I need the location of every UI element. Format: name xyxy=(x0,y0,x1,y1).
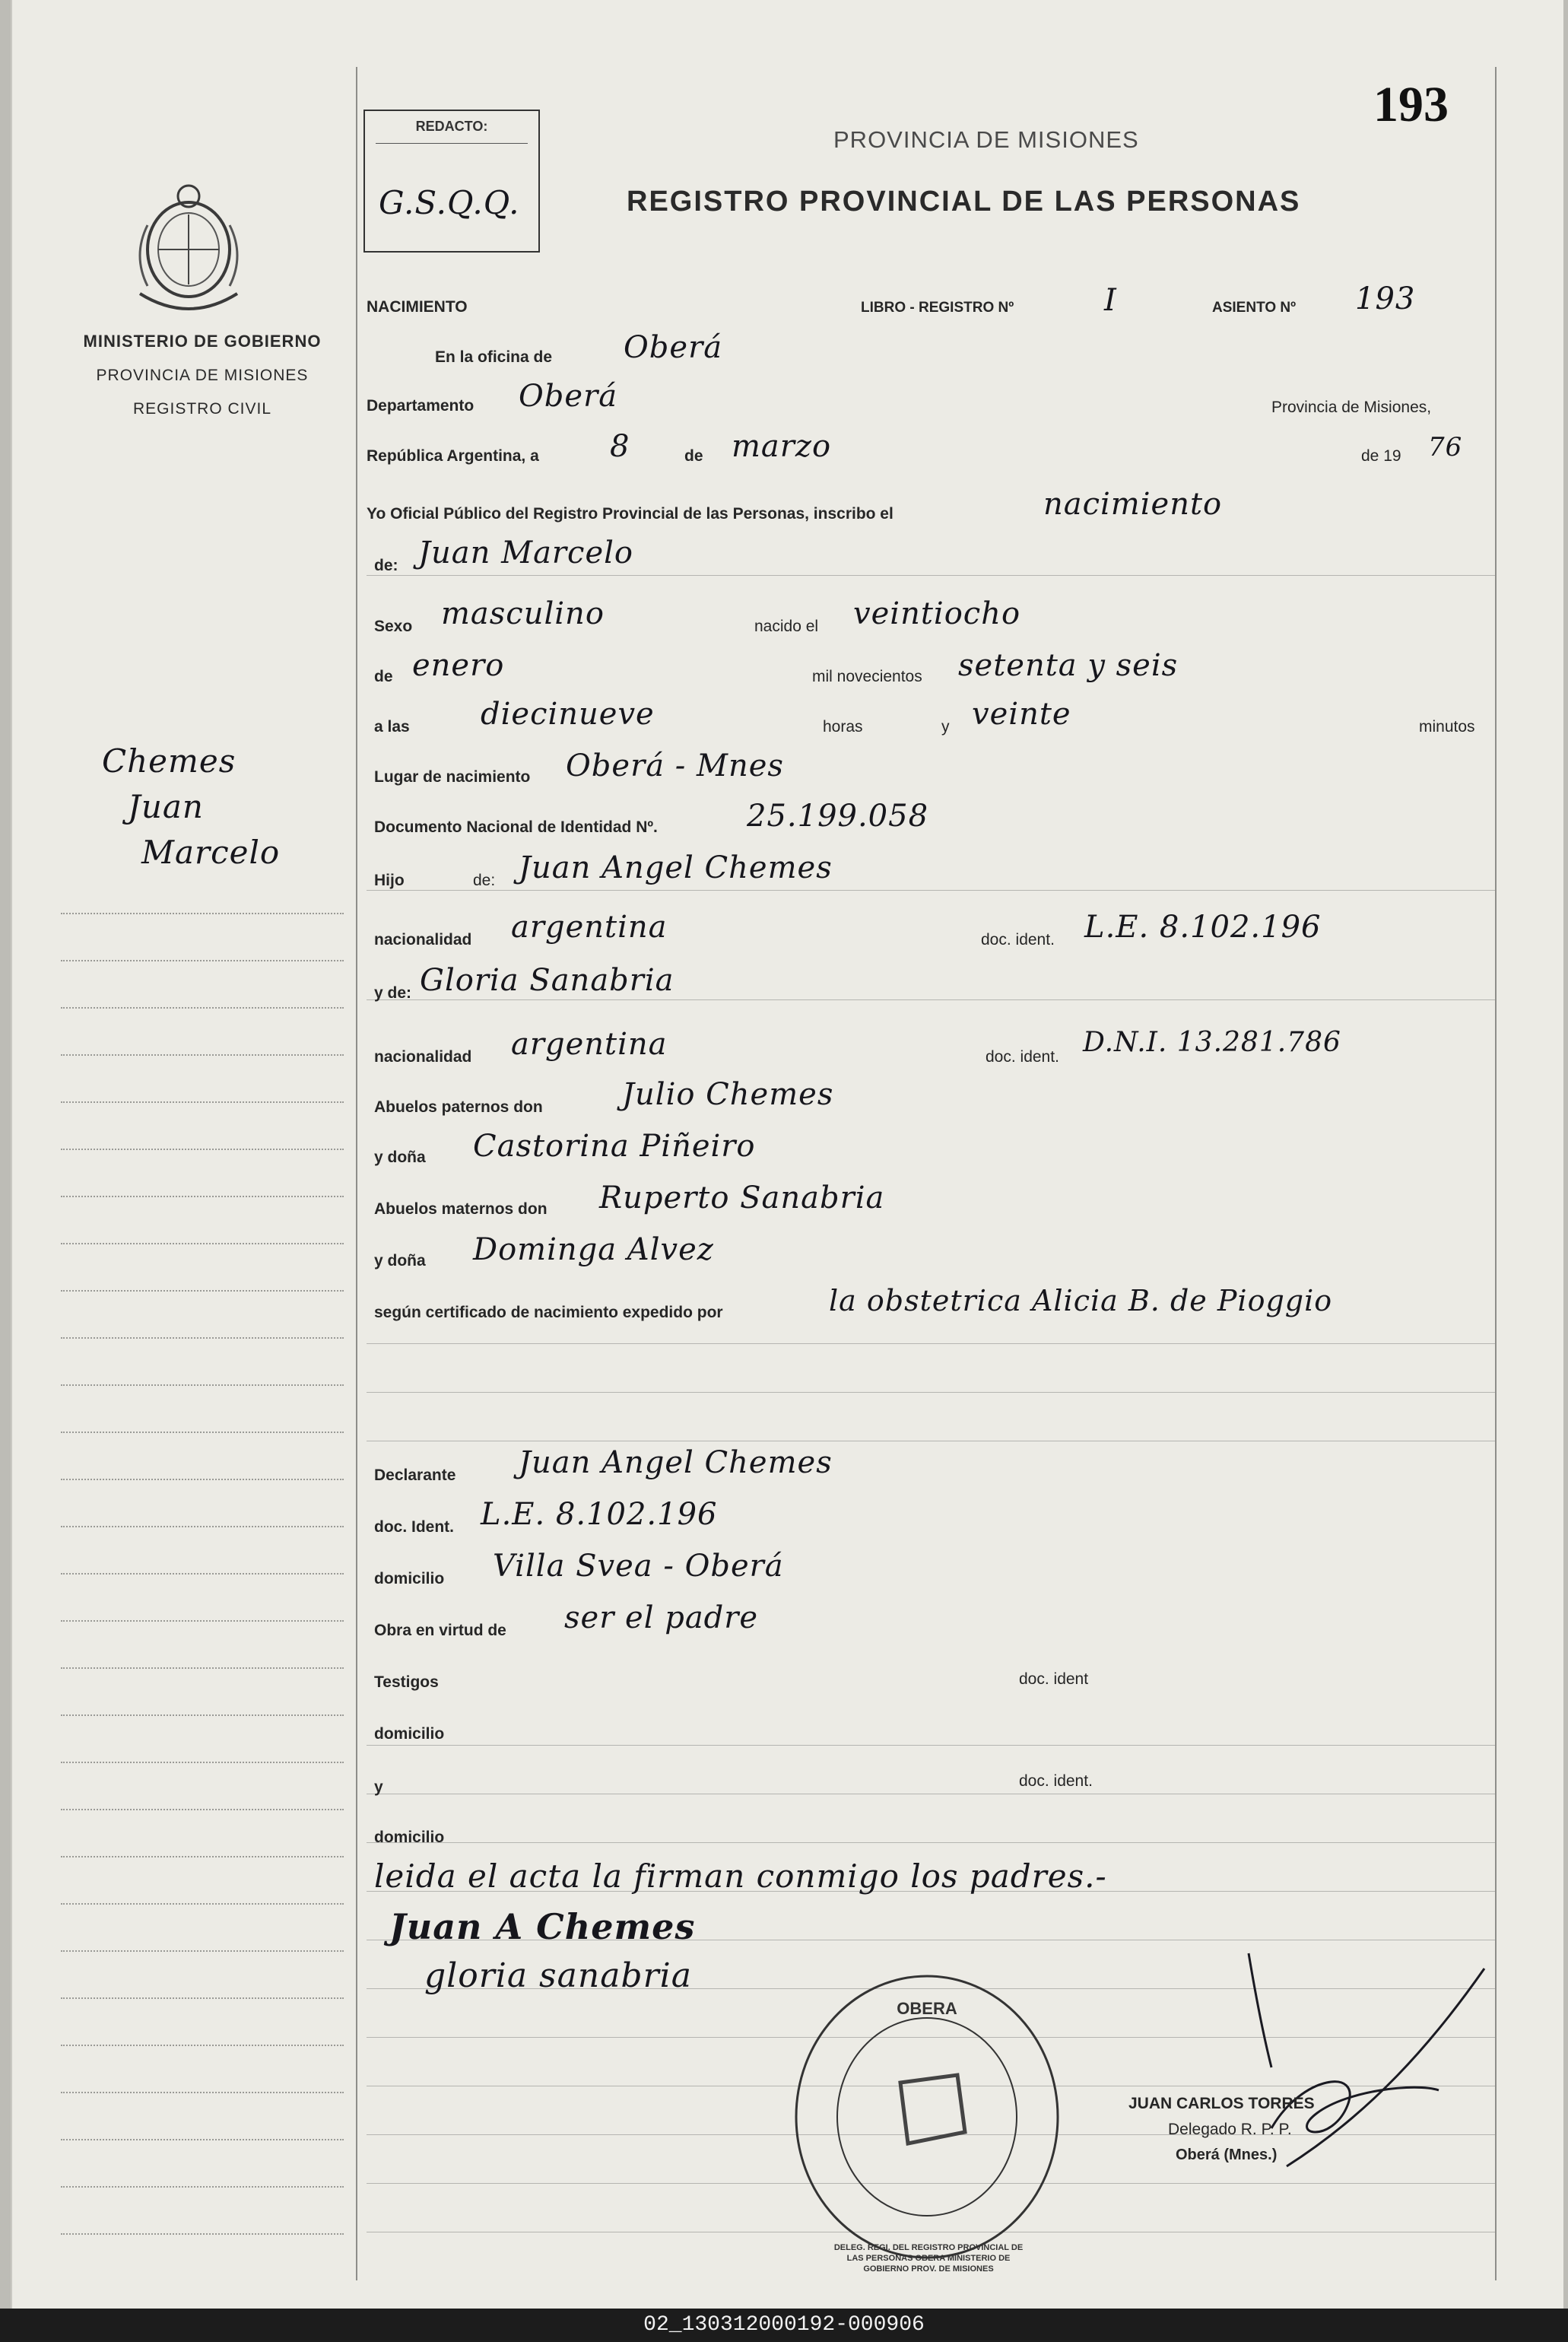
official-name: JUAN CARLOS TORRES xyxy=(1128,2095,1315,2112)
coat-of-arms-icon xyxy=(125,180,252,316)
value-oficina: Oberá xyxy=(624,330,723,365)
margin-note-first: Juan xyxy=(128,788,204,825)
label-domicilio-testigo2: domicilio xyxy=(374,1829,445,1846)
svg-text:OBERA: OBERA xyxy=(897,1999,957,2018)
label-republica: República Argentina, a xyxy=(367,447,539,465)
label-abuelos-maternos: Abuelos maternos don xyxy=(374,1200,548,1218)
label-dni: Documento Nacional de Identidad Nº. xyxy=(374,818,658,836)
label-sexo: Sexo xyxy=(374,618,413,635)
province-title: PROVINCIA DE MISIONES xyxy=(833,126,1139,153)
label-mil: mil novecientos xyxy=(812,668,922,685)
label-domicilio-declarante: domicilio xyxy=(374,1570,445,1587)
value-asiento: 193 xyxy=(1355,281,1416,316)
label-docident-testigo2: doc. ident. xyxy=(1019,1772,1093,1790)
closing-statement: leida el acta la firman conmigo los padres.- xyxy=(374,1857,1107,1895)
label-de-nombre: de: xyxy=(374,557,398,574)
label-provincia: Provincia de Misiones, xyxy=(1271,399,1432,416)
label-ydona-p: y doña xyxy=(374,1149,426,1166)
value-nac-madre: argentina xyxy=(511,1027,668,1062)
official-place: Oberá (Mnes.) xyxy=(1176,2147,1278,2163)
value-departamento: Oberá xyxy=(519,379,618,414)
value-doc-padre: L.E. 8.102.196 xyxy=(1084,910,1322,945)
value-minutos: veinte xyxy=(972,697,1071,732)
scan-footer-id: 02_130312000192-000906 xyxy=(0,2309,1568,2342)
label-libro: LIBRO - REGISTRO Nº xyxy=(861,300,1014,316)
label-de-mes: de xyxy=(684,447,703,465)
value-anio: 76 xyxy=(1428,432,1463,462)
value-declarante: Juan Angel Chemes xyxy=(519,1445,833,1480)
label-docident-padre: doc. ident. xyxy=(981,931,1055,949)
margin-note-second: Marcelo xyxy=(141,834,281,871)
label-domicilio-testigo1: domicilio xyxy=(374,1725,445,1743)
label-docident-testigo1: doc. ident xyxy=(1019,1670,1089,1688)
birth-record-form xyxy=(367,67,1495,2280)
value-abuelo-p: Julio Chemes xyxy=(622,1077,834,1112)
document-page xyxy=(11,0,1563,2309)
label-alas: a las xyxy=(374,718,410,736)
label-ydona-m: y doña xyxy=(374,1252,426,1270)
label-docident-declarante: doc. Ident. xyxy=(374,1518,454,1536)
redacto-value: G.S.Q.Q. xyxy=(379,184,520,221)
label-docident-madre: doc. ident. xyxy=(986,1048,1059,1066)
value-anio-nac: setenta y seis xyxy=(958,648,1179,683)
value-libro: I xyxy=(1104,283,1117,318)
label-nacionalidad-padre: nacionalidad xyxy=(374,931,472,949)
label-departamento: Departamento xyxy=(367,397,475,415)
label-obra: Obra en virtud de xyxy=(374,1622,506,1639)
value-padre: Juan Angel Chemes xyxy=(519,850,833,885)
value-nacido: veintiocho xyxy=(853,596,1021,631)
signature-father: Juan A Chemes xyxy=(389,1906,696,1947)
label-segun: según certificado de nacimiento expedido por xyxy=(374,1304,723,1321)
label-yde: y de: xyxy=(374,984,412,1002)
label-hijo-de: de: xyxy=(473,872,496,889)
label-nacimiento: NACIMIENTO xyxy=(367,298,468,316)
value-abuelo-m: Ruperto Sanabria xyxy=(599,1181,885,1215)
ministry-line3: REGISTRO CIVIL xyxy=(132,400,272,418)
label-horas: horas xyxy=(823,718,863,736)
value-abuela-m: Dominga Alvez xyxy=(473,1232,714,1267)
label-abuelos-paternos: Abuelos paternos don xyxy=(374,1098,543,1116)
value-nac-padre: argentina xyxy=(511,910,668,945)
margin-column xyxy=(12,0,347,2309)
value-lugar: Oberá - Mnes xyxy=(566,748,784,783)
value-doc-declarante: L.E. 8.102.196 xyxy=(481,1497,718,1532)
label-minutos: minutos xyxy=(1419,718,1475,736)
official-role: Delegado R. P. P. xyxy=(1168,2121,1292,2138)
label-yo-oficial: Yo Oficial Público del Registro Provincial de las Personas, inscribo el xyxy=(367,505,894,523)
value-obra: ser el padre xyxy=(564,1600,759,1635)
label-hijo: Hijo xyxy=(374,872,405,889)
seal-text: DELEG. REGI. DEL REGISTRO PROVINCIAL DE LAS PERSONAS OBERA MINISTERIO DE GOBIERNO PROV. DE MISIONES xyxy=(833,2243,1024,2274)
value-dia: 8 xyxy=(610,429,630,464)
label-de-year: de 19 xyxy=(1361,447,1401,465)
value-abuela-p: Castorina Piñeiro xyxy=(473,1129,756,1164)
label-lugar: Lugar de nacimiento xyxy=(374,768,531,786)
value-dni: 25.199.058 xyxy=(747,799,929,834)
value-madre: Gloria Sanabria xyxy=(420,963,674,998)
label-de-mes-nac: de xyxy=(374,668,393,685)
label-y-testigo2: y xyxy=(374,1778,383,1796)
page-number: 193 xyxy=(1373,77,1449,132)
value-doc-madre: D.N.I. 13.281.786 xyxy=(1083,1027,1341,1058)
label-nacionalidad-madre: nacionalidad xyxy=(374,1048,472,1066)
signature-mother: gloria sanabria xyxy=(424,1956,692,1995)
label-nacido: nacido el xyxy=(754,618,819,635)
margin-note-surname: Chemes xyxy=(102,742,236,780)
value-nombre: Juan Marcelo xyxy=(418,535,633,570)
label-declarante: Declarante xyxy=(374,1467,456,1484)
value-certificado: la obstetrica Alicia B. de Pioggio xyxy=(829,1284,1333,1317)
label-asiento: ASIENTO Nº xyxy=(1212,300,1297,316)
value-tipo: nacimiento xyxy=(1043,487,1223,522)
label-oficina: En la oficina de xyxy=(435,348,553,366)
registry-title: REGISTRO PROVINCIAL DE LAS PERSONAS xyxy=(627,186,1301,218)
ministry-line1: MINISTERIO DE GOBIERNO xyxy=(83,332,322,351)
value-mes: marzo xyxy=(732,429,832,464)
redacto-label: REDACTO: xyxy=(415,119,488,134)
value-domicilio: Villa Svea - Oberá xyxy=(493,1549,784,1584)
label-testigos: Testigos xyxy=(374,1673,439,1691)
value-hora: diecinueve xyxy=(481,697,655,732)
official-signature-icon xyxy=(1241,1938,1500,2189)
label-y-min: y xyxy=(941,718,950,736)
official-seal-icon xyxy=(786,1969,1068,2265)
ministry-line2: PROVINCIA DE MISIONES xyxy=(96,367,309,384)
value-sexo: masculino xyxy=(441,596,605,631)
value-mes-nac: enero xyxy=(412,648,505,683)
